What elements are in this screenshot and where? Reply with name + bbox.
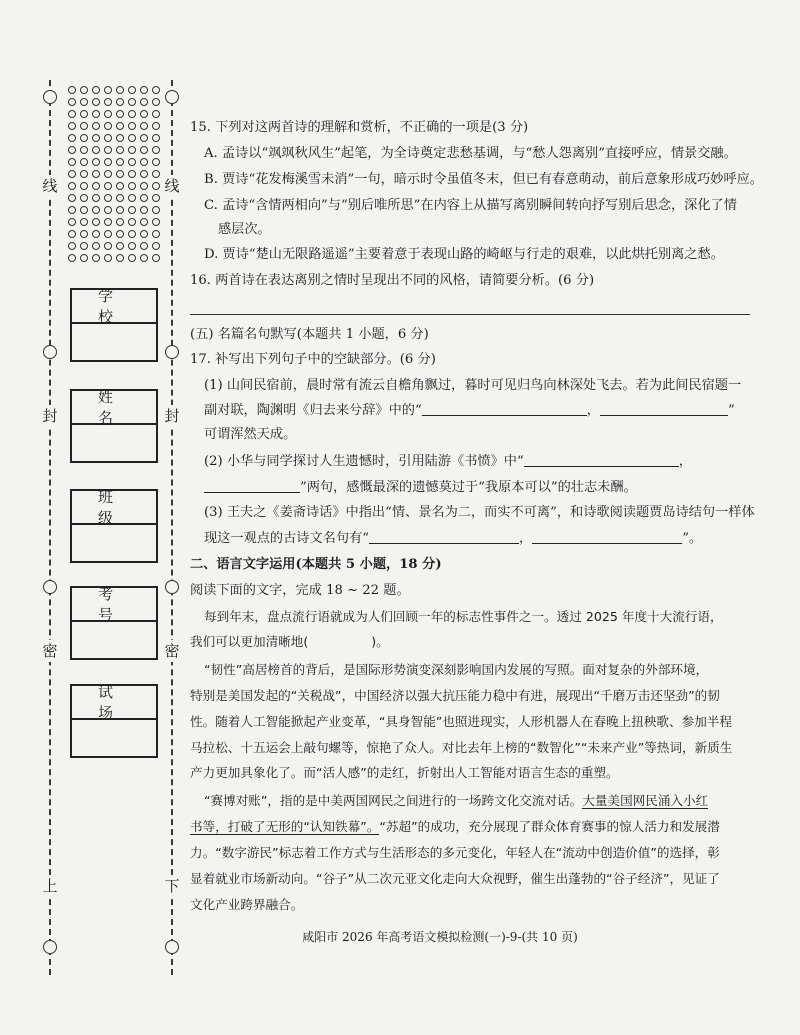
dot-icon [104, 242, 112, 250]
q17-p1-blank2[interactable] [600, 401, 728, 416]
q16-answer-line[interactable] [190, 314, 750, 315]
punch-hole-icon [165, 90, 179, 104]
q17-stem: 17. 补写出下列句子中的空缺部分。(6 分) [190, 352, 436, 367]
dot-icon [68, 206, 76, 214]
q17-p2-blank2[interactable] [204, 478, 300, 493]
underlined-sentence-cont: 书等，打破了无形的“认知铁幕”。 [190, 819, 380, 834]
school-box [70, 288, 158, 362]
dot-icon [104, 158, 112, 166]
dot-icon [80, 218, 88, 226]
dot-icon [116, 110, 124, 118]
binding-mark-seal: 封 [42, 407, 58, 425]
q15-option-d[interactable]: D. 贾诗“楚山无限路遥遥”主要着意于表现山路的崎岖与行走的艰难，以此烘托别离之愁。 [204, 247, 724, 262]
dot-icon [80, 134, 88, 142]
dot-icon [68, 86, 76, 94]
dot-icon [104, 170, 112, 178]
passage-p3-l1-text: “赛博对账”，指的是中美两国网民之间进行的一场跨文化交流对话。 [204, 793, 583, 808]
q17-p3-line1: (3) 王夫之《姜斋诗话》中指出“情、景名为二，而实不可离”，和诗歌阅读题贾岛诗结句一样体 [204, 505, 755, 520]
q17-p3-blank2[interactable] [532, 529, 682, 544]
dot-icon [116, 242, 124, 250]
dot-icon [80, 182, 88, 190]
passage-p3-l4: 显着就业市场新动向。“谷子”从二次元亚文化走向大众视野，催生出蓬勃的“谷子经济”，见证了 [190, 871, 720, 886]
dot-icon [128, 218, 136, 226]
dot-icon [80, 122, 88, 130]
dot-icon [152, 86, 160, 94]
dot-icon [68, 134, 76, 142]
dot-icon [152, 194, 160, 202]
q17-p2-rest: ”两句，感慨最深的遗憾莫过于“我原本可以”的壮志未酬。 [300, 480, 637, 495]
dot-icon [116, 194, 124, 202]
dot-icon [152, 170, 160, 178]
section2-instruction: 阅读下面的文字，完成 18 ~ 22 题。 [190, 583, 410, 598]
dot-icon [116, 134, 124, 142]
punch-hole-icon [165, 345, 179, 359]
dot-icon [104, 254, 112, 262]
dot-icon [80, 230, 88, 238]
binding-line-inner [162, 80, 182, 975]
school-field[interactable] [72, 324, 156, 360]
q17-p3-text: 现这一观点的古诗文名句有“ [204, 531, 369, 546]
exam-room-box [70, 684, 158, 758]
q15-option-a[interactable]: A. 孟诗以“飒飒秋风生”起笔，为全诗奠定悲愁基调，与“愁人怨离别”直接呼应，情景交融。 [204, 146, 737, 161]
dot-icon [116, 254, 124, 262]
dot-icon [140, 230, 148, 238]
dot-icon [116, 230, 124, 238]
q17-p1-quote: ” [727, 403, 735, 418]
class-box [70, 489, 158, 563]
q17-p3-comma: ， [519, 531, 533, 546]
dot-icon [128, 182, 136, 190]
dot-icon [140, 218, 148, 226]
section2-title: 二、语言文字运用(本题共 5 小题，18 分) [190, 557, 442, 572]
dot-icon [104, 194, 112, 202]
dot-icon [80, 158, 88, 166]
q17-p2-line2 [204, 478, 637, 498]
dot-icon [140, 206, 148, 214]
dot-icon [152, 158, 160, 166]
dot-icon [152, 230, 160, 238]
dot-icon [104, 86, 112, 94]
binding-mark-seal: 封 [164, 407, 180, 425]
dot-icon [92, 242, 100, 250]
passage-p2-l1: “韧性”高居榜首的背后，是国际形势演变深刻影响国内发展的写照。面对复杂的外部环境， [204, 662, 709, 677]
dot-icon [104, 134, 112, 142]
q17-p3-quote: ”。 [682, 531, 703, 546]
underlined-sentence: 大量美国网民涌入小红 [582, 793, 709, 808]
dot-icon [128, 98, 136, 106]
dot-icon [116, 182, 124, 190]
punch-hole-icon [43, 580, 57, 594]
dot-icon [140, 122, 148, 130]
dot-icon [68, 98, 76, 106]
dot-icon [152, 242, 160, 250]
dot-icon [152, 218, 160, 226]
dot-icon [128, 194, 136, 202]
dot-icon [152, 206, 160, 214]
passage-p3-l1 [204, 791, 708, 811]
passage-p3-l5: 文化产业跨界融合。 [190, 897, 304, 912]
dot-icon [140, 134, 148, 142]
dot-icon [80, 98, 88, 106]
q17-p1-line1: (1) 山间民宿前，晨时常有流云自檐角飘过，暮时可见归鸟向林深处飞去。若为此间民宿题一 [204, 378, 742, 393]
binding-mark-line: 线 [164, 177, 180, 195]
q17-p2-line1 [204, 452, 692, 472]
exam-room-field[interactable] [72, 720, 156, 756]
dot-icon [104, 206, 112, 214]
dot-icon [140, 170, 148, 178]
dot-icon [104, 218, 112, 226]
dot-icon [128, 110, 136, 118]
dot-icon [152, 122, 160, 130]
binding-mark-line: 线 [42, 177, 58, 195]
dot-icon [128, 158, 136, 166]
dot-icon [92, 122, 100, 130]
q16-stem: 16. 两首诗在表达离别之情时呈现出不同的风格，请简要分析。(6 分) [190, 273, 595, 288]
q17-p2-blank1[interactable] [524, 452, 679, 467]
class-label: 班级 [72, 491, 156, 525]
dot-icon [116, 170, 124, 178]
dot-icon [140, 254, 148, 262]
dot-icon [68, 218, 76, 226]
dot-icon [140, 242, 148, 250]
binding-mark-up: 上 [42, 877, 58, 895]
q17-p1-line3: 可谓浑然天成。 [204, 427, 297, 442]
dot-icon [68, 122, 76, 130]
punch-hole-icon [43, 940, 57, 954]
name-box [70, 389, 158, 463]
dot-icon [92, 86, 100, 94]
punch-hole-icon [43, 345, 57, 359]
q15-stem: 15. 下列对这两首诗的理解和赏析，不正确的一项是(3 分) [190, 120, 529, 135]
passage-p2-l5: 产力更加具象化了。而“活人感”的走红，折射出人工智能对语言生态的重塑。 [190, 765, 619, 780]
passage-p1-l2: 我们可以更加清晰地( )。 [190, 634, 389, 649]
q17-p3-line2 [204, 529, 702, 549]
dot-icon [116, 206, 124, 214]
dot-icon [92, 158, 100, 166]
passage-p1-l1: 每到年末，盘点流行语就成为人们回顾一年的标志性事件之一。透过 2025 年度十大流行语， [204, 609, 723, 624]
dot-icon [152, 110, 160, 118]
dot-icon [92, 134, 100, 142]
exam-room-label: 试场 [72, 686, 156, 720]
dot-icon [128, 242, 136, 250]
dot-icon [80, 110, 88, 118]
dot-icon [140, 98, 148, 106]
dot-icon [116, 158, 124, 166]
dashed-cut-line [49, 80, 51, 975]
dot-icon [92, 230, 100, 238]
dot-icon [116, 218, 124, 226]
dot-icon [116, 86, 124, 94]
dot-icon [92, 110, 100, 118]
passage-p2-l2: 特别是美国发起的“关税战”，中国经济以强大抗压能力稳中有进，展现出“千磨万击还坚劲”的韧 [190, 688, 720, 703]
dot-icon [104, 122, 112, 130]
dot-icon [140, 182, 148, 190]
q17-p3-blank1[interactable] [369, 529, 519, 544]
dot-icon [80, 170, 88, 178]
passage-p2-l4: 马拉松、十五运会上敲句螺等，惊艳了众人。对比去年上榜的“数智化”“未来产业”等热词，新质生 [190, 740, 733, 755]
dot-icon [128, 230, 136, 238]
dot-icon [104, 110, 112, 118]
dot-icon [104, 98, 112, 106]
dot-icon [68, 194, 76, 202]
q17-p2-comma: ， [678, 454, 692, 469]
q15-option-c-cont: 感层次。 [218, 222, 271, 237]
dot-icon [68, 158, 76, 166]
exam-number-label: 考号 [72, 588, 156, 622]
q15-option-c[interactable]: C. 孟诗“含情两相向”与“别后唯所思”在内容上从描写离别瞬间转向抒写别后思念，深化了情 [204, 198, 737, 213]
dot-icon [140, 194, 148, 202]
dot-icon [92, 218, 100, 226]
dot-icon [140, 146, 148, 154]
dot-icon [92, 182, 100, 190]
dot-icon [128, 134, 136, 142]
section5-title: (五) 名篇名句默写(本题共 1 小题，6 分) [190, 327, 429, 342]
punch-hole-icon [165, 580, 179, 594]
dot-icon [68, 146, 76, 154]
dot-icon [116, 98, 124, 106]
dot-icon [128, 254, 136, 262]
dot-icon [80, 206, 88, 214]
exam-number-field[interactable] [72, 622, 156, 658]
dot-icon [104, 146, 112, 154]
dot-icon [68, 110, 76, 118]
dot-icon [152, 98, 160, 106]
passage-p3-l2 [190, 817, 720, 837]
dot-icon [92, 254, 100, 262]
dot-icon [152, 146, 160, 154]
dot-icon [68, 254, 76, 262]
name-field[interactable] [72, 425, 156, 461]
dot-icon [80, 242, 88, 250]
dot-icon [68, 170, 76, 178]
binding-mark-secret: 密 [164, 642, 180, 660]
dot-icon [140, 86, 148, 94]
dot-icon [92, 194, 100, 202]
exam-number-box [70, 586, 158, 660]
dot-icon [152, 134, 160, 142]
name-label: 姓名 [72, 391, 156, 425]
dot-icon [80, 194, 88, 202]
punch-hole-icon [165, 940, 179, 954]
binding-mark-secret: 密 [42, 642, 58, 660]
dashed-cut-line [171, 80, 173, 975]
dot-icon [92, 170, 100, 178]
page-footer: 咸阳市 2026 年高考语文模拟检测(一)-9-(共 10 页) [302, 930, 578, 944]
dot-icon [80, 86, 88, 94]
dot-icon [116, 146, 124, 154]
dot-icon [92, 98, 100, 106]
dot-icon [152, 182, 160, 190]
dot-icon [128, 170, 136, 178]
class-field[interactable] [72, 525, 156, 561]
dot-icon [104, 230, 112, 238]
dot-icon [68, 230, 76, 238]
dot-icon [128, 146, 136, 154]
q17-p1-text: 副对联，陶渊明《归去来兮辞》中的“ [204, 403, 422, 418]
dot-icon [128, 86, 136, 94]
dot-icon [140, 158, 148, 166]
decorative-dot-grid [68, 86, 160, 262]
dot-icon [68, 182, 76, 190]
passage-p2-l3: 性。随着人工智能掀起产业变革，“具身智能”也照进现实，人形机器人在春晚上扭秧歌、参加半程 [190, 714, 732, 729]
q17-p1-blank1[interactable] [422, 401, 587, 416]
dot-icon [80, 146, 88, 154]
dot-icon [104, 182, 112, 190]
dot-icon [140, 110, 148, 118]
dot-icon [152, 254, 160, 262]
dot-icon [80, 254, 88, 262]
q15-option-b[interactable]: B. 贾诗“花发梅溪雪未消”一句，暗示时令虽值冬末，但已有春意萌动，前后意象形成巧妙呼应。 [204, 172, 764, 187]
dot-icon [92, 206, 100, 214]
binding-line-outer [40, 80, 60, 975]
passage-p3-l3: 力。“数字游民”标志着工作方式与生活形态的多元变化，年轻人在“流动中创造价值”的选择，彰 [190, 845, 720, 860]
passage-p3-l2-text: “苏超”的成功，充分展现了群众体育赛事的惊人活力和发展潜 [379, 819, 720, 834]
dot-icon [128, 206, 136, 214]
q17-p1-comma: ， [586, 403, 600, 418]
dot-icon [92, 146, 100, 154]
q17-p2-text: (2) 小华与同学探讨人生遗憾时，引用陆游《书愤》中“ [204, 454, 524, 469]
binding-mark-down: 下 [164, 877, 180, 895]
punch-hole-icon [43, 90, 57, 104]
dot-icon [68, 242, 76, 250]
school-label: 学校 [72, 290, 156, 324]
dot-icon [116, 122, 124, 130]
q17-p1-line2 [204, 401, 735, 421]
dot-icon [128, 122, 136, 130]
